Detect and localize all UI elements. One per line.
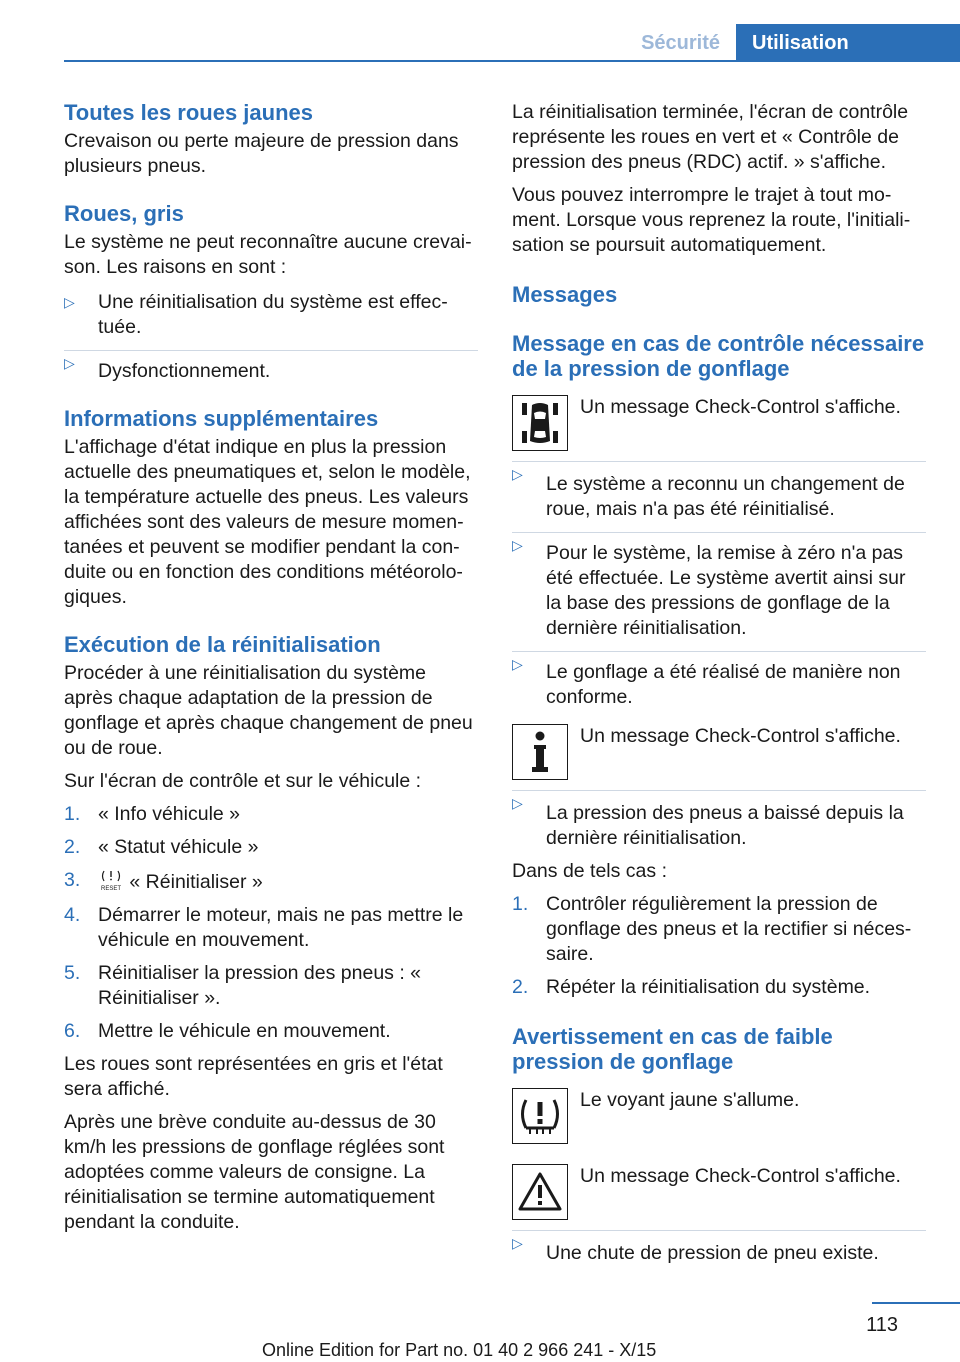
- warning-triangle-icon: [512, 1164, 568, 1220]
- para-after-2: Après une brève conduite au-dessus de 30 km/h les pressions de gonflage réglées sont adoptées comme valeurs de consigne. La réinitialisation se termine automatiquement pendant la conduite.: [64, 1111, 445, 1233]
- heading-all-yellow: Toutes les roues jaunes: [64, 100, 314, 125]
- check-control-row-2: [512, 724, 926, 780]
- list-item: 1. Contrôler régulièrement la pression de gonflage des pneus et la rectifier si néces-saire.: [512, 893, 912, 965]
- header-chapter[interactable]: Utilisation: [736, 24, 960, 62]
- para-after-1: Les roues sont représentées en gris et l'état sera affiché.: [64, 1053, 443, 1100]
- list-item: ▷ Le système a reconnu un changement de roue, mais n'a pas été réinitialisé.: [512, 461, 926, 522]
- reset-icon: [98, 868, 124, 890]
- para-reset-2: Sur l'écran de contrôle et sur le véhicule :: [64, 770, 422, 792]
- list-item: ▷ Le gonflage a été réalisé de manière non conforme.: [512, 651, 926, 710]
- edition-note: Online Edition for Part no. 01 40 2 966 241 - X/15: [262, 1340, 657, 1360]
- page-footer: [0, 1302, 960, 1362]
- check-control-row-3: [512, 1164, 926, 1220]
- list-item: ▷ Pour le système, la remise à zéro n'a pas été effectuée. Le système avertit ainsi sur la base des pressions de gonflage de la dernière réinitialisation.: [512, 532, 926, 641]
- list-item: ▷ Une réinitialisation du système est effec-tuée.: [64, 290, 478, 340]
- check-reasons-list: [512, 461, 926, 710]
- para-more-info: L'affichage d'état indique en plus la pression actuelle des pneumatiques et, selon le modèle, la température actuelle des pneus. Les valeurs affichées sont des valeurs de mesure momen-tanées et peuvent se modifier pendant la con-duite ou en fonction des conditions météorolo-giques.: [64, 436, 471, 608]
- list-item: ▷ Dysfonctionnement.: [64, 350, 478, 384]
- footer-rule: [872, 1302, 960, 1304]
- para-done-2: Vous pouvez interrompre le trajet à tout mo-ment. Lorsque vous reprenez la route, l'initiali-sation se poursuit automatiquement.: [512, 184, 911, 256]
- list-item: 4. Démarrer le moteur, mais ne pas mettre le véhicule en mouvement.: [64, 904, 464, 951]
- para-cases: Dans de tels cas :: [512, 860, 667, 882]
- list-item: 1. « Info véhicule »: [64, 803, 241, 825]
- svg-text:RESET: RESET: [100, 886, 122, 892]
- list-item: 6. Mettre le véhicule en mouvement.: [64, 1020, 391, 1042]
- page-header: [64, 24, 960, 62]
- header-section[interactable]: Sécurité: [641, 32, 720, 54]
- heading-grey: Roues, gris: [64, 201, 184, 226]
- msg-check-control-3: Un message Check-Control s'affiche.: [580, 1165, 901, 1187]
- reset-steps-list: [64, 802, 478, 1044]
- para-all-yellow: Crevaison ou perte majeure de pression dans plusieurs pneus.: [64, 130, 459, 177]
- list-item: 3. RESET « Réinitialiser »: [64, 869, 263, 893]
- msg-yellow-light: Le voyant jaune s'allume.: [580, 1089, 800, 1111]
- low-pressure-list: [512, 1230, 926, 1266]
- msg-check-control-1: Un message Check-Control s'affiche.: [580, 396, 901, 418]
- info-icon: [512, 724, 568, 780]
- list-item: 2. « Statut véhicule »: [64, 836, 259, 858]
- info-reasons-list: [512, 790, 926, 851]
- list-item: 5. Réinitialiser la pression des pneus : « Réinitialiser ».: [64, 962, 422, 1009]
- tire-pressure-warning-icon: [512, 1088, 568, 1144]
- heading-messages: Messages: [512, 282, 618, 307]
- para-done-1: La réinitialisation terminée, l'écran de contrôle représente les roues en vert et « Contrôle de pression des pneus (RDC) actif. » s'affiche.: [512, 101, 909, 173]
- msg-check-control-2: Un message Check-Control s'affiche.: [580, 725, 901, 747]
- grey-reasons-list: [64, 290, 478, 384]
- para-reset-1: Procéder à une réinitialisation du système après chaque adaptation de la pression de gonflage et après chaque changement de pneu ou de roue.: [64, 662, 473, 759]
- para-grey: Le système ne peut reconnaître aucune crevai-son. Les raisons en sont :: [64, 231, 472, 278]
- list-item: ▷ Une chute de pression de pneu existe.: [512, 1230, 926, 1266]
- warning-light-row: [512, 1088, 926, 1144]
- heading-low-pressure: Avertissement en cas de faible pression de gonflage: [512, 1024, 833, 1074]
- heading-more-info: Informations supplémentaires: [64, 406, 379, 431]
- list-item: 2. Répéter la réinitialisation du système.: [512, 976, 871, 998]
- list-item: ▷ La pression des pneus a baissé depuis la dernière réinitialisation.: [512, 790, 926, 851]
- right-column: [512, 100, 926, 1266]
- left-column: [64, 100, 478, 1235]
- case-steps-list: [512, 892, 926, 1000]
- page-number: 113: [866, 1314, 898, 1336]
- heading-reset: Exécution de la réinitialisation: [64, 632, 381, 657]
- car-tire-icon: [512, 395, 568, 451]
- check-control-row-1: [512, 395, 926, 451]
- heading-check-pressure: Message en cas de contrôle nécessaire de la pression de gonflage: [512, 331, 925, 381]
